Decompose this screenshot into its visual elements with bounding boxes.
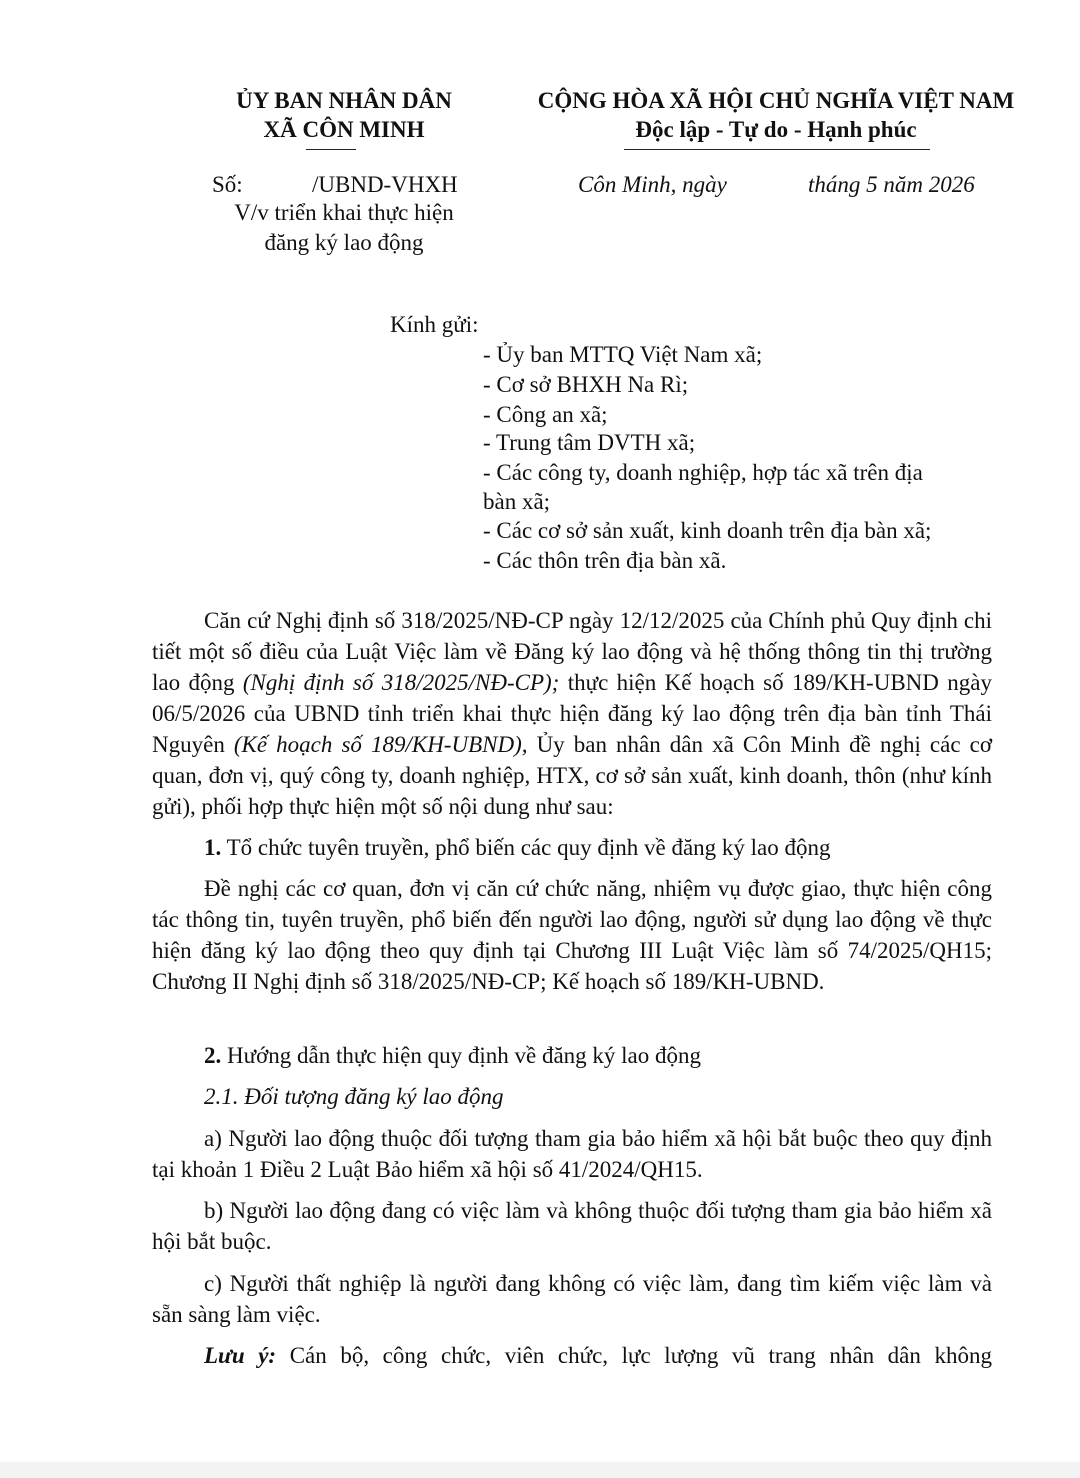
intro-text-1: Căn cứ Nghị định số 318/2025/NĐ-CP ngày 12/12/2025 của Chính phủ Quy định chi tiết một số điều của Luật Việc làm về Đăng ký lao động và hệ thống thông tin thị trường lao động bbox=[152, 608, 992, 695]
intro-text-2: thực hiện Kế hoạch số 189/KH-UBND ngày 06/5/2026 của UBND tỉnh triển khai thực hiện đăng ký lao động trên địa bàn tỉnh Thái Nguyên bbox=[152, 670, 992, 757]
national-motto: Độc lập - Tự do - Hạnh phúc bbox=[635, 117, 917, 142]
recipient-item: - Công an xã; bbox=[483, 402, 608, 427]
recipient-item: - Các công ty, doanh nghiệp, hợp tác xã trên địa bbox=[483, 460, 923, 485]
section-1-heading bbox=[204, 832, 831, 863]
section-1-number: 1. bbox=[204, 835, 222, 860]
recipient-item: - Các thôn trên địa bàn xã. bbox=[483, 548, 727, 573]
intro-citation-2: (Kế hoạch số 189/KH-UBND), bbox=[233, 732, 528, 757]
issuer-commune: XÃ CÔN MINH bbox=[263, 117, 425, 142]
item-c-paragraph: c) Người thất nghiệp là người đang không có việc làm, đang tìm kiếm việc làm và sẵn sàng làm việc. bbox=[152, 1271, 992, 1327]
section-1-paragraph: Đề nghị các cơ quan, đơn vị căn cứ chức năng, nhiệm vụ được giao, thực hiện công tác thông tin, tuyên truyền, phổ biến đến người lao động, người sử dụng lao động về thực hiện đăng ký lao động theo quy định tại Chương III Luật Việc làm số 74/2025/QH15; Chương II Nghị định số 318/2025/NĐ-CP; Kế hoạch số 189/KH-UBND. bbox=[152, 876, 992, 994]
date-place: Côn Minh, ngày bbox=[578, 172, 727, 197]
note-paragraph bbox=[204, 1340, 992, 1371]
issuer-underline bbox=[306, 149, 356, 150]
date-rest: tháng 5 năm 2026 bbox=[808, 172, 975, 197]
section-1-title: Tổ chức tuyên truyền, phổ biến các quy định về đăng ký lao động bbox=[221, 835, 831, 860]
recipient-item: bàn xã; bbox=[483, 489, 551, 514]
section-2-1-heading: 2.1. Đối tượng đăng ký lao động bbox=[204, 1084, 504, 1109]
intro-citation-1: (Nghị định số 318/2025/NĐ-CP); bbox=[242, 670, 560, 695]
recipients-label: Kính gửi: bbox=[390, 312, 479, 337]
document-number-label: Số: bbox=[212, 172, 243, 197]
section-2-title: Hướng dẫn thực hiện quy định về đăng ký lao động bbox=[221, 1043, 702, 1068]
section-2-number: 2. bbox=[204, 1043, 222, 1068]
note-text: Cán bộ, công chức, viên chức, lực lượng vũ trang nhân dân không bbox=[276, 1343, 992, 1368]
recipient-item: - Ủy ban MTTQ Việt Nam xã; bbox=[483, 342, 763, 367]
national-title: CỘNG HÒA XÃ HỘI CHỦ NGHĨA VIỆT NAM bbox=[537, 88, 1015, 113]
recipient-item: - Các cơ sở sản xuất, kinh doanh trên địa bàn xã; bbox=[483, 518, 932, 543]
subject-line-2: đăng ký lao động bbox=[264, 230, 424, 255]
intro-paragraph bbox=[152, 605, 992, 822]
section-2-heading bbox=[204, 1040, 701, 1071]
document-number-value: /UBND-VHXH bbox=[312, 172, 458, 197]
recipient-item: - Trung tâm DVTH xã; bbox=[483, 430, 696, 455]
item-b-paragraph: b) Người lao động đang có việc làm và không thuộc đối tượng tham gia bảo hiểm xã hội bắt buộc. bbox=[152, 1198, 992, 1254]
intro-text-3: Ủy ban nhân dân xã Côn Minh đề nghị các cơ quan, đơn vị, quý công ty, doanh nghiệp, HTX, cơ sở sản xuất, kinh doanh, thôn (như kính gửi), phối hợp thực hiện một số nội dung như sau: bbox=[152, 732, 992, 819]
item-a-paragraph: a) Người lao động thuộc đối tượng tham gia bảo hiểm xã hội bắt buộc theo quy định tại khoản 1 Điều 2 Luật Bảo hiểm xã hội số 41/2024/QH15. bbox=[152, 1126, 992, 1182]
motto-underline bbox=[624, 149, 930, 150]
issuer-name: ỦY BAN NHÂN DÂN bbox=[236, 88, 452, 113]
page-bottom-edge bbox=[0, 1462, 1080, 1478]
subject-line-1: V/v triển khai thực hiện bbox=[234, 200, 454, 225]
note-label: Lưu ý: bbox=[204, 1343, 277, 1368]
recipient-item: - Cơ sở BHXH Na Rì; bbox=[483, 372, 689, 397]
